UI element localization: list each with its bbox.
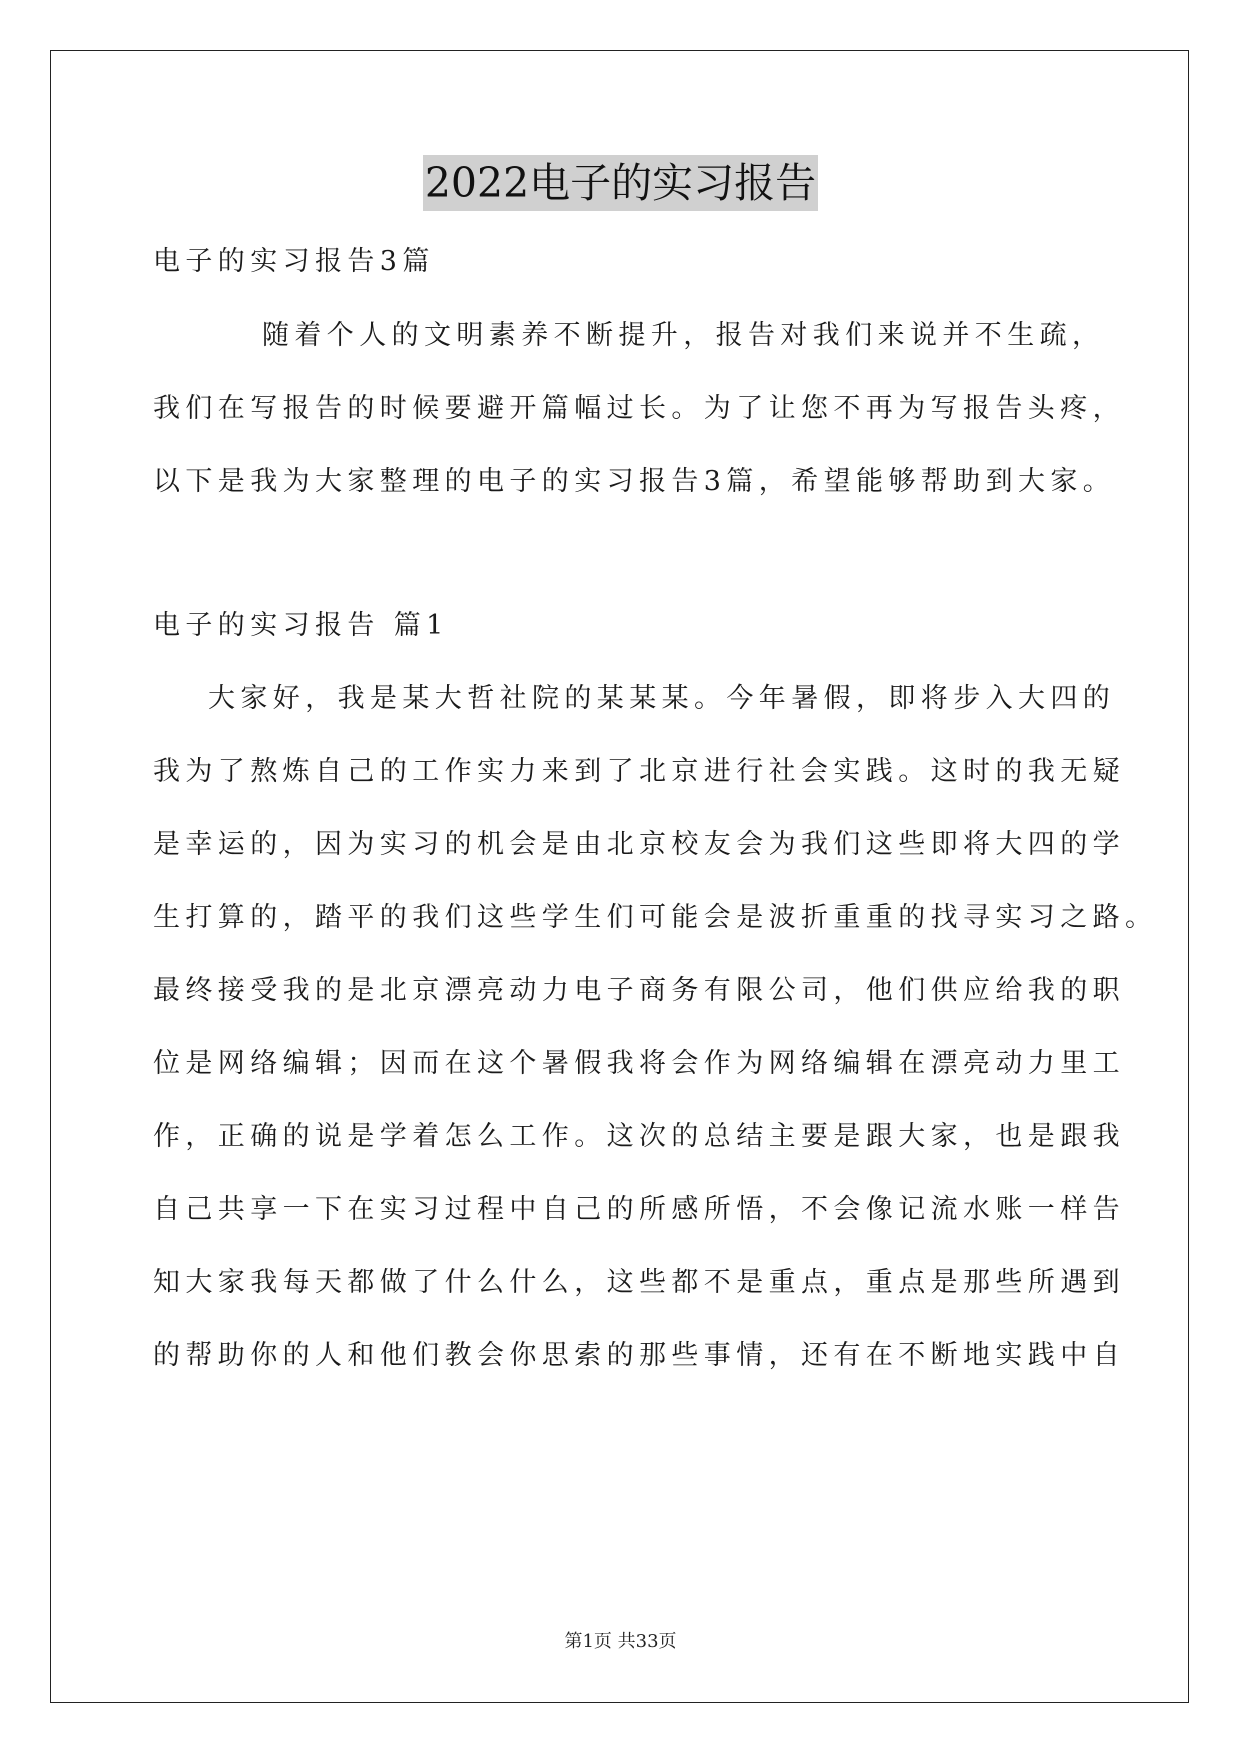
title-container [0,155,1241,211]
body-line: 是幸运的，因为实习的机会是由北京校友会为我们这些即将大四的学 [153,829,1125,860]
document-subtitle: 电子的实习报告3篇 [153,246,435,277]
body-line: 位是网络编辑；因而在这个暑假我将会作为网络编辑在漂亮动力里工 [153,1048,1125,1079]
intro-line: 以下是我为大家整理的电子的实习报告3篇，希望能够帮助到大家。 [153,466,1116,497]
section-heading: 电子的实习报告 篇1 [153,610,449,641]
intro-line: 随着个人的文明素养不断提升，报告对我们来说并不生疏， [262,320,1105,351]
intro-line: 我们在写报告的时候要避开篇幅过长。为了让您不再为写报告头疼， [153,393,1125,424]
page-footer: 第1页 共33页 [564,1631,677,1652]
body-line: 生打算的，踏平的我们这些学生们可能会是波折重重的找寻实习之路。 [153,902,1158,933]
body-line: 知大家我每天都做了什么什么，这些都不是重点，重点是那些所遇到 [153,1267,1125,1298]
document-title: 2022电子的实习报告 [423,155,818,211]
body-line: 大家好，我是某大哲社院的某某某。今年暑假，即将步入大四的 [208,683,1116,714]
body-line: 最终接受我的是北京漂亮动力电子商务有限公司，他们供应给我的职 [153,975,1125,1006]
body-line: 的帮助你的人和他们教会你思索的那些事情，还有在不断地实践中自 [153,1340,1125,1371]
body-line: 作，正确的说是学着怎么工作。这次的总结主要是跟大家，也是跟我 [153,1121,1125,1152]
page-border [50,50,1189,1703]
body-line: 自己共享一下在实习过程中自己的所感所悟，不会像记流水账一样告 [153,1194,1125,1225]
body-line: 我为了熬炼自己的工作实力来到了北京进行社会实践。这时的我无疑 [153,756,1125,787]
